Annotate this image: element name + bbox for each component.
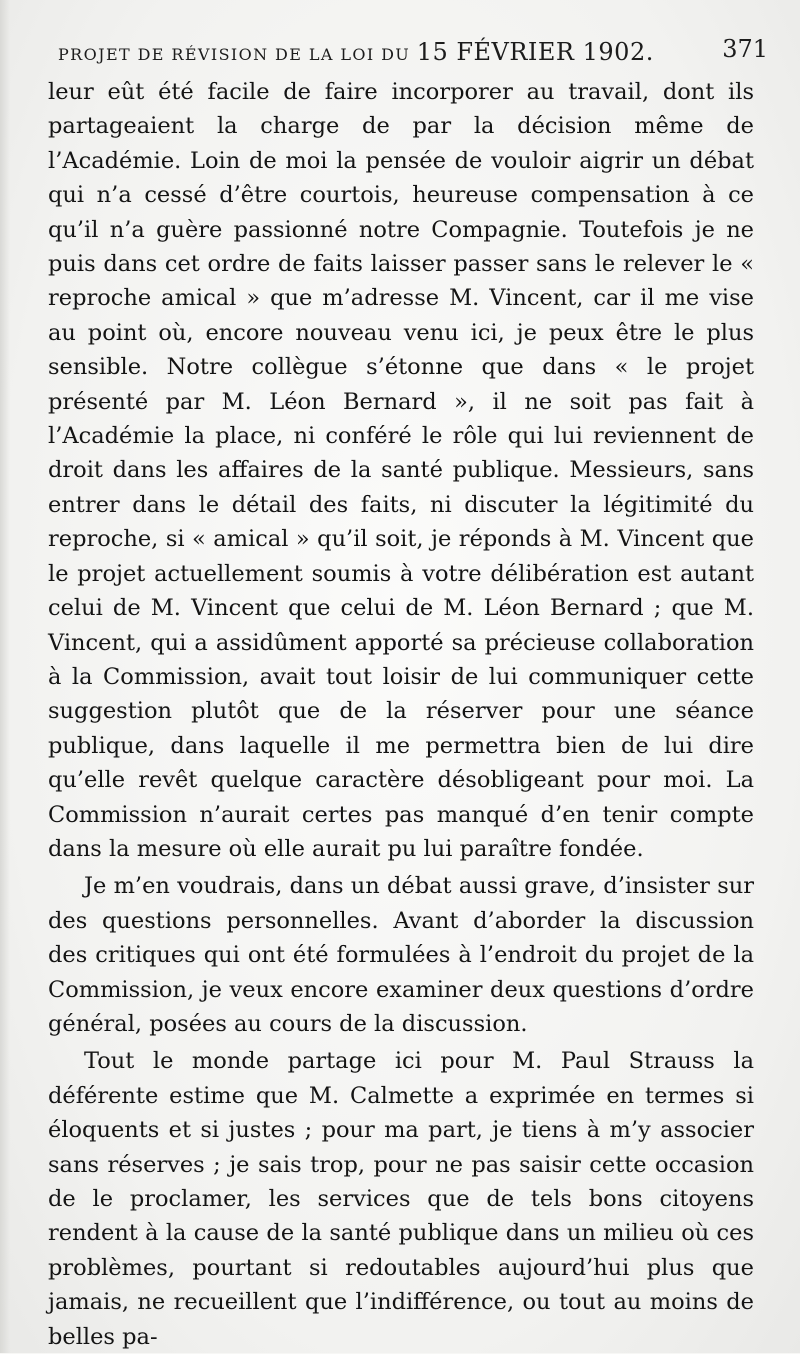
running-head [58,38,654,66]
paragraph-tribute: Tout le monde partage ici pour M. Paul Strauss la déférente estime que M. Calmette a exprimée en termes si éloquents et si justes ; pour ma part, je tiens à m’y associer sans réserves ; je sais trop, pour ne pas saisir cette occasion de le proclamer, les services que de tels bons citoyens rendent à la cause de la santé publique dans un milieu où ces problèmes, pourtant si redoutables aujourd’hui plus que jamais, ne recueillent que l’indifférence, ou tout au moins de belles pa- [48,1048,754,1350]
running-head-title: PROJET DE RÉVISION DE LA LOI DU [58,45,411,64]
paragraph-continuation: leur eût été facile de faire incorporer au travail, dont ils partageaient la charge de par la décision même de l’Académie. Loin de moi la pensée de vouloir aigrir un débat qui n’a cessé d’être courtois, heureuse compensation à ce qu’il n’a guère passionné notre Compagnie. Toutefois je ne puis dans cet ordre de faits laisser passer sans le relever le « reproche amical » que m’adresse M. Vincent, car il me vise au point où, encore nouveau venu ici, je peux être le plus sensible. Notre collègue s’étonne que dans « le projet présenté par M. Léon Bernard », il ne soit pas fait à l’Académie la place, ni conféré le rôle qui lui reviennent de droit dans les affaires de la santé publique. Messieurs, sans entrer dans le détail des faits, ni discuter la légitimité du reproche, si « amical » qu’il soit, je réponds à M. Vincent que le projet actuellement soumis à votre délibération est autant celui de M. Vincent que celui de M. Léon Bernard ; que M. Vincent, qui a assidûment apporté sa précieuse collaboration à la Commission, avait tout loisir de lui communiquer cette suggestion plutôt que de la réserver pour une séance publique, dans laquelle il me permettra bien de lui dire qu’elle revêt quelque caractère désobligeant pour moi. La Commission n’aurait certes pas manqué d’en tenir compte dans la mesure où elle aurait pu lui paraître fondée. [48,79,754,862]
page-number: 371 [722,35,768,63]
running-head-date: 15 FÉVRIER 1902. [416,38,654,66]
page-header [58,32,768,66]
paragraph-personal-questions: Je m’en voudrais, dans un débat aussi grave, d’insister sur des questions personnelles. Avant d’aborder la discussion des critiques qui ont été formulées à l’endroit du projet de la Commission, je veux encore examiner deux questions d’ordre général, posées au cours de la discussion. [48,873,754,1037]
body-text [48,75,754,1354]
